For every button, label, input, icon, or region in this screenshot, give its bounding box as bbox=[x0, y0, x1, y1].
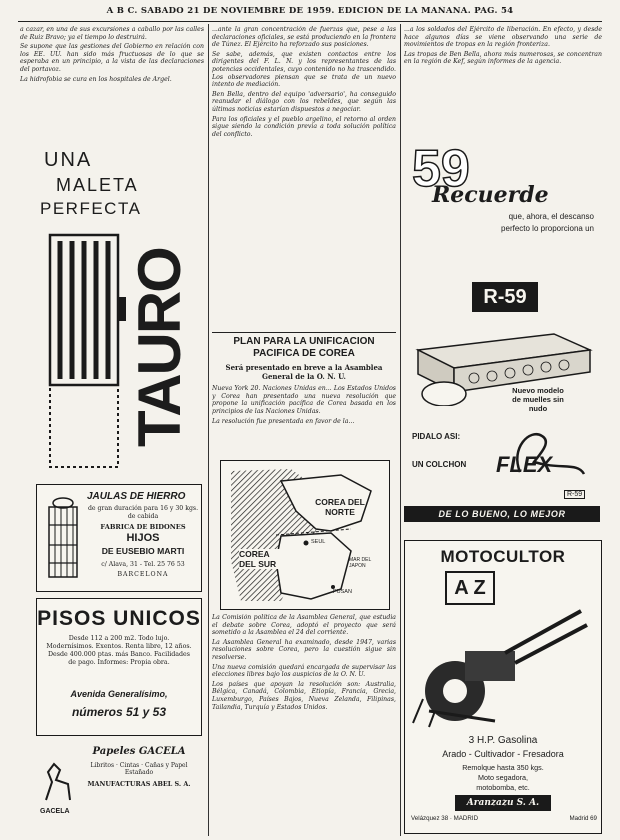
maleta-line1: UNA bbox=[44, 149, 93, 171]
jaulas-title: JAULAS DE HIERRO bbox=[87, 491, 186, 502]
article-paragraph: ...ante la gran concentración de fuerzas que, pese a las declaraciones oficiales, se está produciendo en la frontera de Túnez. El Ejército ha reforzado sus posiciones. bbox=[212, 26, 396, 49]
korea-news-body bbox=[212, 614, 396, 836]
maleta-line2: MALETA bbox=[56, 175, 139, 195]
gacela-ad bbox=[36, 740, 200, 832]
moto-phone: Madrid 69 bbox=[569, 815, 597, 822]
news-lead: Nueva York 20. Naciones Unidas en... Los Estados Unidos y Corea han presentado una nueva resolución que propone la unificación pacífica de Corea basada en los principios de las Naciones Unidas. bbox=[212, 385, 396, 415]
column-divider bbox=[208, 24, 209, 836]
jaulas-owner: DE EUSEBIO MARTI bbox=[101, 546, 185, 556]
moto-ad bbox=[404, 540, 602, 834]
flex-headline: Recuerde bbox=[432, 182, 549, 208]
jaulas-body: de gran duración para 16 y 30 kgs. de cabida bbox=[87, 505, 199, 520]
gacela-line2: MANUFACTURAS ABEL S. A. bbox=[87, 780, 191, 788]
moto-segadora: Moto segadora, bbox=[478, 773, 528, 782]
news-body: Los países que apoyan la resolución son: Australia, Bélgica, Canadá, Colombia, Etiopía, Francia, Grecia, Luxemburgo, Países Bajos, Nueva Zelanda, Filipinas, Tailandia, Turquía y Estados Unidos. bbox=[212, 680, 396, 711]
article-paragraph: Se sabe, además, que existen contactos entre los dirigentes del F. L. N. y los representantes de las potencias occidentales, cuyo contenido no ha trascendido. Los observadores piensan que se trata de un nuevo intento de mediación. bbox=[212, 50, 396, 89]
map-label-city: SEUL bbox=[311, 539, 326, 545]
cage-icon bbox=[43, 495, 83, 585]
korea-news bbox=[212, 336, 396, 456]
news-title-line2: PACIFICA DE COREA bbox=[253, 348, 355, 359]
flex-ad bbox=[404, 142, 600, 526]
article-paragraph: Para los oficiales y el pueblo argelino, el retorno al orden sigue siendo la condición previa a toda solución política del conflicto. bbox=[212, 115, 396, 138]
gacela-line1: Libritos · Cintas · Cañas y Papel Estañado bbox=[90, 762, 188, 777]
page-header: A B C. SABADO 21 DE NOVIEMBRE DE 1959. EDICION DE LA MAÑANA. PAG. 54 bbox=[106, 6, 514, 16]
pisos-numbers: números 51 y 53 bbox=[71, 705, 167, 719]
news-subtitle: Será presentado en breve a la Asamblea General de la O. N. U. bbox=[225, 363, 383, 381]
korea-map bbox=[220, 460, 390, 610]
left-article bbox=[20, 26, 204, 138]
gacela-logo: GACELA bbox=[40, 808, 70, 815]
moto-model: A Z bbox=[445, 571, 495, 605]
column-divider bbox=[400, 24, 401, 836]
article-paragraph: a cazar, en una de sus excursiones a caballo por las calles de Ruiz Bravo; ya el tiempo lo destruirá. bbox=[20, 26, 204, 41]
pisos-body: Desde 112 a 200 m2. Todo lujo. Modernísimos. Exentos. Renta libre, 12 años. Desde 400.000 ptas. más Banco. Facilidades de pago. Informes: Propia obra. bbox=[46, 635, 192, 666]
news-body: Una nueva comisión quedará encargada de supervisar las elecciones libres bajo los auspicios de la O. N. U. bbox=[212, 663, 396, 679]
gacela-title: Papeles GACELA bbox=[92, 746, 186, 757]
flex-text1: que, ahora, el descanso bbox=[508, 212, 594, 221]
maleta-brand: TAURO bbox=[126, 248, 193, 448]
pisos-street: Avenida Generalísimo, bbox=[70, 689, 168, 699]
article-paragraph: Se supone que las gestiones del Gobierno en relación con los EE. UU. han sido más fructuosas de lo que se esperaba en un principio, a la vista de las declaraciones del portavoz. bbox=[20, 43, 204, 73]
maleta-ad bbox=[30, 143, 200, 479]
gazelle-icon bbox=[40, 760, 76, 806]
jaulas-factory: FABRICA DE BIDONES bbox=[100, 523, 186, 531]
jaulas-ad bbox=[36, 484, 202, 592]
map-label-city2: PUSAN bbox=[333, 589, 352, 595]
map-graphic bbox=[221, 461, 389, 609]
article-paragraph: Ben Bella, dentro del equipo 'adversario', ha conseguido reanudar el diálogo con los rebeldes, que según las últimas noticias estarían dispuestos a negociar. bbox=[212, 90, 396, 113]
flex-badge: R-59 bbox=[472, 282, 538, 312]
flex-new-model3: nudo bbox=[528, 404, 548, 413]
flex-slogan: DE LO BUENO, LO MEJOR bbox=[404, 506, 600, 522]
news-lead2: La resolución fue presentada en favor de la... bbox=[212, 417, 355, 425]
news-body: La Asamblea General ha examinado, desde 1947, varias resoluciones sobre Corea, pero la cuestión sigue sin resolverse. bbox=[212, 638, 396, 661]
flex-model-number: 59 bbox=[412, 142, 470, 198]
news-title-line1: PLAN PARA LA UNIFICACION bbox=[233, 336, 375, 347]
flex-ask: PIDALO ASI: bbox=[412, 432, 461, 441]
news-body: La Comisión política de la Asamblea General, que estudia el debate sobre Corea, adoptó el proyecto que será sometido a la Asamblea el 24 del corriente. bbox=[212, 614, 396, 637]
map-label-south: COREA DEL SUR bbox=[239, 549, 281, 569]
article-paragraph: La hidrofobia se cura en los hospitales de Argel. bbox=[20, 75, 172, 83]
pisos-ad bbox=[36, 598, 202, 736]
middle-article bbox=[212, 26, 396, 328]
tiller-illustration bbox=[405, 601, 601, 731]
header-rule bbox=[18, 21, 602, 22]
map-label-north: COREA DEL NORTE bbox=[315, 497, 365, 517]
flex-new-model2: de muelles sin bbox=[512, 395, 564, 404]
moto-remolque: Remolque hasta 350 kgs. bbox=[462, 763, 544, 772]
jaulas-owner-label: HIJOS bbox=[126, 532, 160, 544]
jaulas-address: c/ Alava, 31 - Tel. 25 76 53 bbox=[101, 561, 185, 568]
article-paragraph: ...a los soldados del Ejército de liberación. En efecto, y desde hace algunos días se viene observando una serie de movimientos de tropas en la región fronteriza. bbox=[404, 26, 602, 49]
flex-text2: perfecto lo proporciona un bbox=[501, 224, 594, 233]
article-paragraph: Las tropas de Ben Bella, ahora más numerosas, se concentran en la región de Kef, según informes de la agencia. bbox=[404, 50, 602, 66]
news-top-rule bbox=[212, 332, 396, 333]
moto-uses: Arado - Cultivador - Fresadora bbox=[442, 749, 564, 759]
flex-new-model bbox=[482, 386, 594, 413]
flex-new-model1: Nuevo modelo bbox=[512, 386, 564, 395]
moto-dealer: Aranzazu S. A. bbox=[455, 795, 551, 811]
jaulas-city: BARCELONA bbox=[117, 571, 169, 578]
flex-sofa: UN COLCHON bbox=[412, 460, 467, 469]
flex-tag: R-59 bbox=[564, 490, 585, 499]
moto-title: MOTOCULTOR bbox=[440, 547, 566, 566]
moto-address: Velázquez 38 · MADRID bbox=[411, 815, 479, 822]
map-label-sea: MAR DEL JAPON bbox=[349, 557, 372, 569]
maleta-line3: PERFECTA bbox=[40, 199, 142, 218]
moto-bomba: motobomba, etc. bbox=[476, 783, 530, 792]
flex-brand: FLEX bbox=[496, 452, 553, 477]
right-article bbox=[404, 26, 602, 136]
pisos-title: PISOS UNICOS bbox=[37, 607, 201, 630]
moto-hp: 3 H.P. Gasolina bbox=[468, 735, 538, 746]
